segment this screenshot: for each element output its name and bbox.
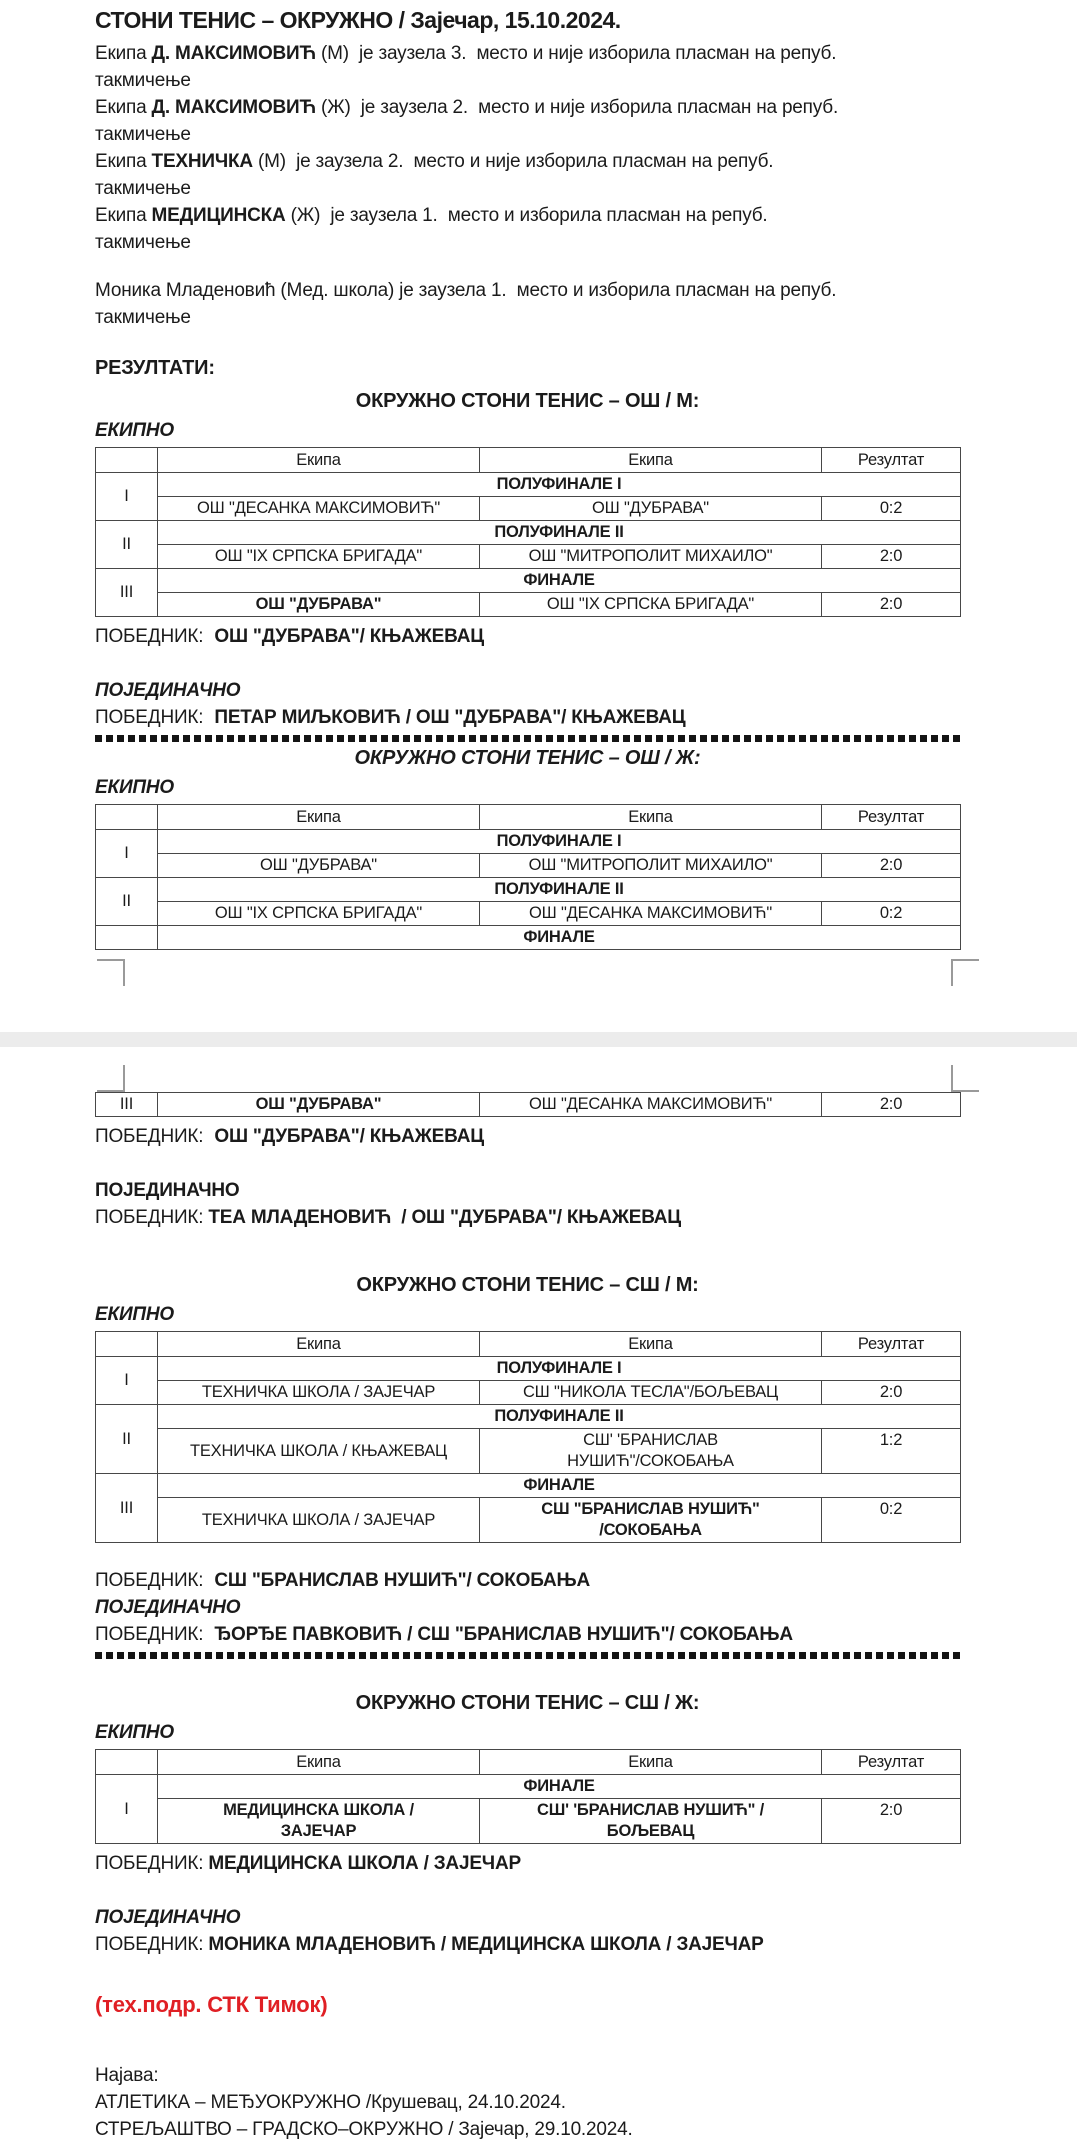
match-number: III xyxy=(96,1093,158,1117)
team-cell-line2: БОЉЕВАЦ xyxy=(606,1822,695,1840)
intro-text: (М) је заузела 3. место и није изборила пласман на репуб. xyxy=(315,43,837,64)
intro-text: Екипа xyxy=(95,43,152,64)
team-cell xyxy=(480,1429,822,1474)
team-winner-line xyxy=(95,1123,960,1150)
team-cell: СШ "НИКОЛА ТЕСЛА"/БОЉЕВАЦ xyxy=(480,1381,822,1405)
section-heading-ss-m: ОКРУЖНО СТОНИ ТЕНИС – СШ / М: xyxy=(356,1274,699,1296)
intro-text: Екипа xyxy=(95,151,152,172)
winner-label: ПОБЕДНИК: xyxy=(95,707,204,728)
header-result: Резултат xyxy=(822,1332,961,1357)
team-cell: ТЕХНИЧКА ШКОЛА / ЗАЈЕЧАР xyxy=(158,1498,480,1543)
team-cell: ОШ "ДЕСАНКА МАКСИМОВИЋ" xyxy=(158,497,480,521)
stage-label: ПОЛУФИНАЛЕ I xyxy=(158,473,961,497)
dotted-separator xyxy=(95,735,964,742)
singles-label: ПОЈЕДИНАЧНО xyxy=(95,1597,241,1618)
match-number: I xyxy=(96,473,158,521)
results-table-ss-m xyxy=(95,1331,961,1543)
team-cell: ОШ "ДУБРАВА" xyxy=(158,1093,480,1117)
winner-value: ТЕА МЛАДЕНОВИЋ / ОШ "ДУБРАВА"/ КЊАЖЕВАЦ xyxy=(208,1207,681,1228)
header-team2: Екипа xyxy=(480,1332,822,1357)
team-cell: ОШ "IX СРПСКА БРИГАДА" xyxy=(158,545,480,569)
page2-top-right-corner-mark xyxy=(951,1065,979,1092)
announce-label: Најава: xyxy=(95,2065,159,2086)
stage-label: ФИНАЛЕ xyxy=(158,569,961,593)
result-cell: 2:0 xyxy=(822,854,961,878)
match-row xyxy=(96,1381,961,1405)
winner-value: ОШ "ДУБРАВА"/ КЊАЖЕВАЦ xyxy=(214,626,484,647)
match-row xyxy=(96,1429,961,1474)
header-empty xyxy=(96,448,158,473)
result-cell: 2:0 xyxy=(822,593,961,617)
intro-text: Екипа xyxy=(95,205,152,226)
announcements xyxy=(95,2062,960,2143)
team-winner-line xyxy=(95,1567,960,1594)
page-title: СТОНИ ТЕНИС – ОКРУЖНО / Зајечар, 15.10.2024. xyxy=(95,7,621,33)
page1-bottom-left-corner-mark xyxy=(97,959,125,986)
winner-value: МОНИКА МЛАДЕНОВИЋ / МЕДИЦИНСКА ШКОЛА / ЗАЈЕЧАР xyxy=(208,1934,764,1955)
team-cell: ОШ "ДУБРАВА" xyxy=(480,497,822,521)
stage-label: ФИНАЛЕ xyxy=(158,926,961,950)
singles-label: ПОЈЕДИНАЧНО xyxy=(95,680,241,701)
team-cell: ОШ "ДУБРАВА" xyxy=(158,593,480,617)
section-heading-ss-z: ОКРУЖНО СТОНИ ТЕНИС – СШ / Ж: xyxy=(355,1692,700,1714)
team-cell: ОШ "МИТРОПОЛИТ МИХАИЛО" xyxy=(480,854,822,878)
match-row xyxy=(96,593,961,617)
match-row xyxy=(96,854,961,878)
singles-winner-line xyxy=(95,1204,960,1231)
header-team1: Екипа xyxy=(158,805,480,830)
stage-label: ПОЛУФИНАЛЕ II xyxy=(158,1405,961,1429)
stage-row xyxy=(96,926,961,950)
stage-row xyxy=(96,569,961,593)
winner-value: ОШ "ДУБРАВА"/ КЊАЖЕВАЦ xyxy=(214,1126,484,1147)
match-row xyxy=(96,497,961,521)
results-table-os-z-continued xyxy=(95,1092,961,1117)
singles-label: ПОЈЕДИНАЧНО xyxy=(95,1907,241,1928)
team-cell-line1: МЕДИЦИНСКА ШКОЛА / xyxy=(223,1801,414,1819)
winner-label: ПОБЕДНИК: xyxy=(95,626,204,647)
header-team2: Екипа xyxy=(480,448,822,473)
team-name: Д. МАКСИМОВИЋ xyxy=(151,43,316,64)
ekipno-label: ЕКИПНО xyxy=(95,1722,174,1743)
match-row xyxy=(96,1799,961,1844)
intro-cont: такмичење xyxy=(95,232,191,253)
intro-paragraph xyxy=(95,40,960,256)
ekipno-label: ЕКИПНО xyxy=(95,777,174,798)
table-header-row xyxy=(96,805,961,830)
intro-cont: такмичење xyxy=(95,124,191,145)
team-cell: ОШ "ДУБРАВА" xyxy=(158,854,480,878)
singles-winner-line xyxy=(95,704,960,731)
match-number: I xyxy=(96,1775,158,1844)
intro-cont: такмичење xyxy=(95,70,191,91)
tech-support-note: (тех.подр. СТК Тимок) xyxy=(95,1992,328,2017)
section-heading-os-m: ОКРУЖНО СТОНИ ТЕНИС – ОШ / М: xyxy=(355,390,700,412)
stage-row xyxy=(96,521,961,545)
table-header-row xyxy=(96,448,961,473)
stage-row xyxy=(96,473,961,497)
header-team2: Екипа xyxy=(480,805,822,830)
match-number: II xyxy=(96,878,158,926)
match-number: III xyxy=(96,569,158,617)
singles-label: ПОЈЕДИНАЧНО xyxy=(95,1180,240,1201)
team-cell: ОШ "ДЕСАНКА МАКСИМОВИЋ" xyxy=(480,902,822,926)
stage-label: ПОЛУФИНАЛЕ II xyxy=(158,521,961,545)
stage-row xyxy=(96,830,961,854)
page1-bottom-right-corner-mark xyxy=(951,959,979,986)
intro-cont: такмичење xyxy=(95,178,191,199)
team-cell: ОШ "МИТРОПОЛИТ МИХАИЛО" xyxy=(480,545,822,569)
match-row xyxy=(96,1093,961,1117)
winner-label: ПОБЕДНИК: xyxy=(95,1207,204,1228)
team-cell-line2: ЗАЈЕЧАР xyxy=(280,1822,357,1840)
team-cell: ОШ "IX СРПСКА БРИГАДА" xyxy=(158,902,480,926)
stage-row xyxy=(96,1405,961,1429)
page-break xyxy=(0,950,1077,1092)
winner-label: ПОБЕДНИК: xyxy=(95,1570,204,1591)
header-team2: Екипа xyxy=(480,1750,822,1775)
team-cell xyxy=(480,1799,822,1844)
ekipno-label: ЕКИПНО xyxy=(95,1304,174,1325)
table-header-row xyxy=(96,1332,961,1357)
results-label: РЕЗУЛТАТИ: xyxy=(95,357,215,379)
intro-text: (Ж) је заузела 2. место и није изборила пласман на репуб. xyxy=(315,97,839,118)
stage-row xyxy=(96,1357,961,1381)
header-empty xyxy=(96,1750,158,1775)
result-cell: 0:2 xyxy=(822,497,961,521)
match-row xyxy=(96,902,961,926)
team-cell: ОШ "IX СРПСКА БРИГАДА" xyxy=(480,593,822,617)
stage-label: ПОЛУФИНАЛЕ I xyxy=(158,830,961,854)
match-number: II xyxy=(96,1405,158,1474)
section-heading-os-z: ОКРУЖНО СТОНИ ТЕНИС – ОШ / Ж: xyxy=(354,747,701,769)
team-cell: ОШ "ДЕСАНКА МАКСИМОВИЋ" xyxy=(480,1093,822,1117)
result-cell: 0:2 xyxy=(822,902,961,926)
header-team1: Екипа xyxy=(158,1332,480,1357)
team-name: МЕДИЦИНСКА xyxy=(151,205,286,226)
stage-label: ФИНАЛЕ xyxy=(158,1775,961,1799)
stage-label: ФИНАЛЕ xyxy=(158,1474,961,1498)
winner-value: ЂОРЂЕ ПАВКОВИЋ / СШ "БРАНИСЛАВ НУШИЋ"/ СОКОБАЊА xyxy=(214,1624,793,1645)
winner-label: ПОБЕДНИК: xyxy=(95,1853,204,1874)
ekipno-label: ЕКИПНО xyxy=(95,420,174,441)
team-cell-line1: СШ' 'БРАНИСЛАВ xyxy=(583,1431,718,1449)
winner-label: ПОБЕДНИК: xyxy=(95,1624,204,1645)
results-table-os-m xyxy=(95,447,961,617)
singles-winner-line xyxy=(95,1931,960,1958)
intro-text: (М) је заузела 2. место и није изборила пласман на репуб. xyxy=(252,151,774,172)
intro-text: Екипа xyxy=(95,97,152,118)
match-number: II xyxy=(96,521,158,569)
header-team1: Екипа xyxy=(158,1750,480,1775)
header-result: Резултат xyxy=(822,448,961,473)
team-winner-line xyxy=(95,1850,960,1877)
page-break-band xyxy=(0,1032,1077,1047)
team-name: Д. МАКСИМОВИЋ xyxy=(151,97,316,118)
header-empty xyxy=(96,805,158,830)
results-table-os-z xyxy=(95,804,961,950)
team-cell-line1: СШ' 'БРАНИСЛАВ НУШИЋ" / xyxy=(537,1801,764,1819)
match-row xyxy=(96,1498,961,1543)
dotted-separator xyxy=(95,1652,964,1659)
stage-label: ПОЛУФИНАЛЕ I xyxy=(158,1357,961,1381)
header-team1: Екипа xyxy=(158,448,480,473)
team-name: ТЕХНИЧКА xyxy=(151,151,253,172)
announce-item: АТЛЕТИКА – МЕЂУОКРУЖНО /Крушевац, 24.10.2024. xyxy=(95,2092,566,2113)
header-result: Резултат xyxy=(822,805,961,830)
monika-paragraph: Моника Младеновић (Мед. школа) је заузела 1. место и изборила пласман на репуб. такмичење xyxy=(95,280,837,328)
stage-label: ПОЛУФИНАЛЕ II xyxy=(158,878,961,902)
team-cell-line2: НУШИЋ"/СОКОБАЊА xyxy=(567,1452,734,1470)
match-number: III xyxy=(96,1474,158,1543)
document-page xyxy=(0,7,1077,2140)
match-row xyxy=(96,545,961,569)
team-cell xyxy=(158,1799,480,1844)
stage-row xyxy=(96,1775,961,1799)
result-cell: 2:0 xyxy=(822,1799,961,1844)
match-number: I xyxy=(96,830,158,878)
page2-top-left-corner-mark xyxy=(97,1065,125,1092)
header-empty xyxy=(96,1332,158,1357)
stage-row xyxy=(96,878,961,902)
singles-winner-line xyxy=(95,1621,960,1648)
winner-label: ПОБЕДНИК: xyxy=(95,1126,204,1147)
result-cell: 2:0 xyxy=(822,1381,961,1405)
header-result: Резултат xyxy=(822,1750,961,1775)
results-table-ss-z xyxy=(95,1749,961,1844)
winner-value: СШ "БРАНИСЛАВ НУШИЋ"/ СОКОБАЊА xyxy=(214,1570,590,1591)
team-cell: ТЕХНИЧКА ШКОЛА / ЗАЈЕЧАР xyxy=(158,1381,480,1405)
intro-text: (Ж) је заузела 1. место и изборила пласман на репуб. xyxy=(285,205,768,226)
team-winner-line xyxy=(95,623,960,650)
stage-row xyxy=(96,1474,961,1498)
winner-value: ПЕТАР МИЉКОВИЋ / ОШ "ДУБРАВА"/ КЊАЖЕВАЦ xyxy=(214,707,686,728)
result-cell: 2:0 xyxy=(822,1093,961,1117)
result-cell: 0:2 xyxy=(822,1498,961,1543)
announce-item: СТРЕЉАШТВО – ГРАДСКО–ОКРУЖНО / Зајечар, 29.10.2024. xyxy=(95,2119,633,2140)
team-cell-line2: /СОКОБАЊА xyxy=(599,1521,702,1539)
team-cell: ТЕХНИЧКА ШКОЛА / КЊАЖЕВАЦ xyxy=(158,1429,480,1474)
result-cell: 1:2 xyxy=(822,1429,961,1474)
result-cell: 2:0 xyxy=(822,545,961,569)
match-number-empty xyxy=(96,926,158,950)
winner-value: МЕДИЦИНСКА ШКОЛА / ЗАЈЕЧАР xyxy=(208,1853,521,1874)
team-cell-line1: СШ "БРАНИСЛАВ НУШИЋ" xyxy=(541,1500,760,1518)
match-number: I xyxy=(96,1357,158,1405)
team-cell xyxy=(480,1498,822,1543)
winner-label: ПОБЕДНИК: xyxy=(95,1934,204,1955)
table-header-row xyxy=(96,1750,961,1775)
